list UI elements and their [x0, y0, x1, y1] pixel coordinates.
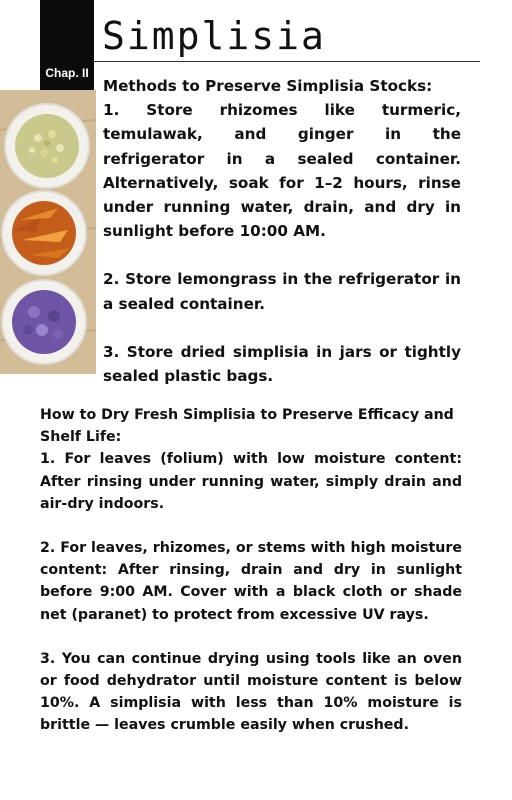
herb-bowls-photo: [0, 90, 96, 374]
drying-section: [40, 404, 462, 737]
drying-item-3: 3. You can continue drying using tools like an oven or food dehydrator until moisture content is below 10%. A simplisia with less than 10% moisture is brittle — leaves crumble easily when crushed.: [40, 650, 462, 734]
preserve-item-3: 3. Store dried simplisia in jars or tightly sealed plastic bags.: [103, 342, 461, 386]
chamomile-bowl: [5, 104, 89, 188]
orange-flower-bowl: [2, 191, 86, 275]
purple-flower-bowl: [2, 280, 86, 364]
drying-item-2: 2. For leaves, rhizomes, or stems with high moisture content: After rinsing, drain and dry in sunlight before 9:00 AM. Cover with a black cloth or shade net (paranet) to protect from excessive UV rays.: [40, 540, 462, 623]
page-title: Simplisia: [102, 14, 326, 58]
title-divider: [94, 61, 480, 62]
preserve-item-1: 1. Store rhizomes like turmeric, temulawak, and ginger in the refrigerator in a sealed container. Alternatively, soak for 1–2 hours, rinse under running water, drain, and dry in sunlight before 10:00 AM.: [103, 101, 461, 241]
drying-heading: How to Dry Fresh Simplisia to Preserve Efficacy and Shelf Life:: [40, 407, 454, 446]
preserve-section: [103, 74, 461, 388]
preserve-item-2: 2. Store lemongrass in the refrigerator in a sealed container.: [103, 270, 461, 313]
chapter-label: Chap. II: [45, 66, 89, 80]
chapter-tab: [40, 0, 94, 94]
drying-item-1: 1. For leaves (folium) with low moisture content: After rinsing under running water, simply drain and air-dry indoors.: [40, 451, 462, 512]
preserve-heading: Methods to Preserve Simplisia Stocks:: [103, 77, 433, 95]
herb-bowls-illustration: [0, 90, 96, 374]
